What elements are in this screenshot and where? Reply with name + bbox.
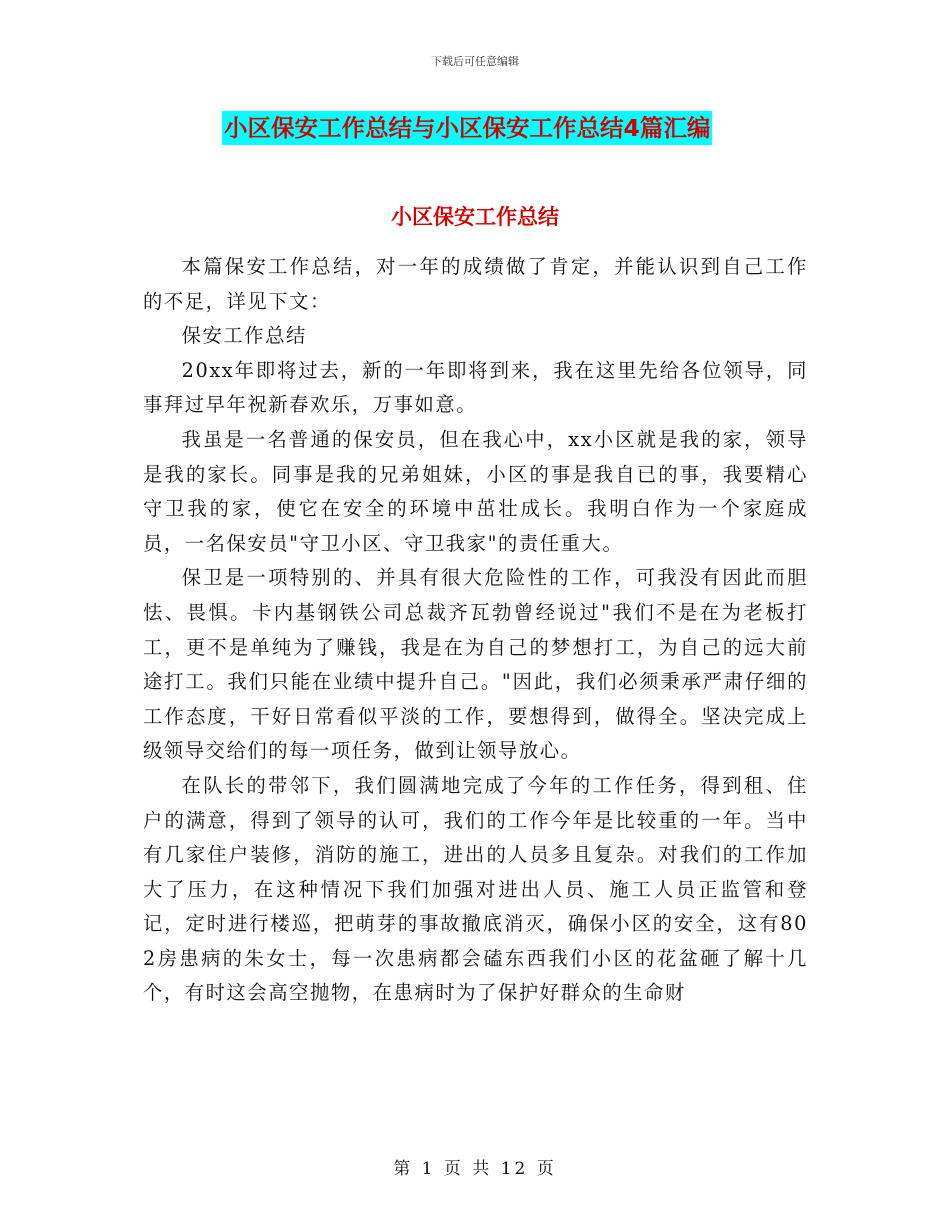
document-body (143, 250, 808, 1011)
paragraph-security-work: 保卫是一项特别的、并具有很大危险性的工作，可我没有因此而胆怯、畏惧。卡内基钢铁公司总裁齐瓦勃曾经说过"我们不是在为老板打工，更不是单纯为了赚钱，我是在为自己的梦想打工，为自己的远大前途打工。我们只能在业绩中提升自己。"因此，我们必须秉承严肃仔细的工作态度，干好日常看似平淡的工作，要想得到，做得全。坚决完成上级领导交给们的每一项任务，做到让领导放心。 (143, 566, 808, 763)
paragraph-my-home: 我虽是一名普通的保安员，但在我心中，xx小区就是我的家，领导是我的家长。同事是我的兄弟姐妹，小区的事是我自已的事，我要精心守卫我的家，使它在安全的环境中茁壮成长。我明白作为一个家庭成员，一名保安员"守卫小区、守卫我家"的责任重大。 (143, 427, 808, 555)
paragraph-subheading: 保安工作总结 (181, 324, 307, 348)
paragraph-achievements: 在队长的带邻下，我们圆满地完成了今年的工作任务，得到租、住户的满意，得到了领导的认可，我们的工作今年是比较重的一年。当中有几家住户装修，消防的施工，进出的人员多且复杂。对我们的工作加大了压力，在这种情况下我们加强对进出人员、施工人员正监管和登记，定时进行楼巡，把萌芽的事故撤底消灭，确保小区的安全，这有802房患病的朱女士，每一次患病都会磕东西我们小区的花盆砸了解十几个，有时这会高空抛物，在患病时为了保护好群众的生命财 (143, 773, 808, 1005)
section-title: 小区保安工作总结 (391, 205, 559, 229)
header-note: 下载后可任意编辑 (431, 55, 519, 68)
paragraph-new-year: 20xx年即将过去，新的一年即将到来，我在这里先给各位领导，同事拜过早年祝新春欢乐，万事如意。 (143, 358, 808, 417)
paragraph-intro: 本篇保安工作总结，对一年的成绩做了肯定，并能认识到自己工作的不足，详见下文： (143, 255, 808, 313)
document-title: 小区保安工作总结与小区保安工作总结4篇汇编 (222, 111, 712, 145)
page-footer: 第 1 页 共 12 页 (393, 1159, 557, 1179)
